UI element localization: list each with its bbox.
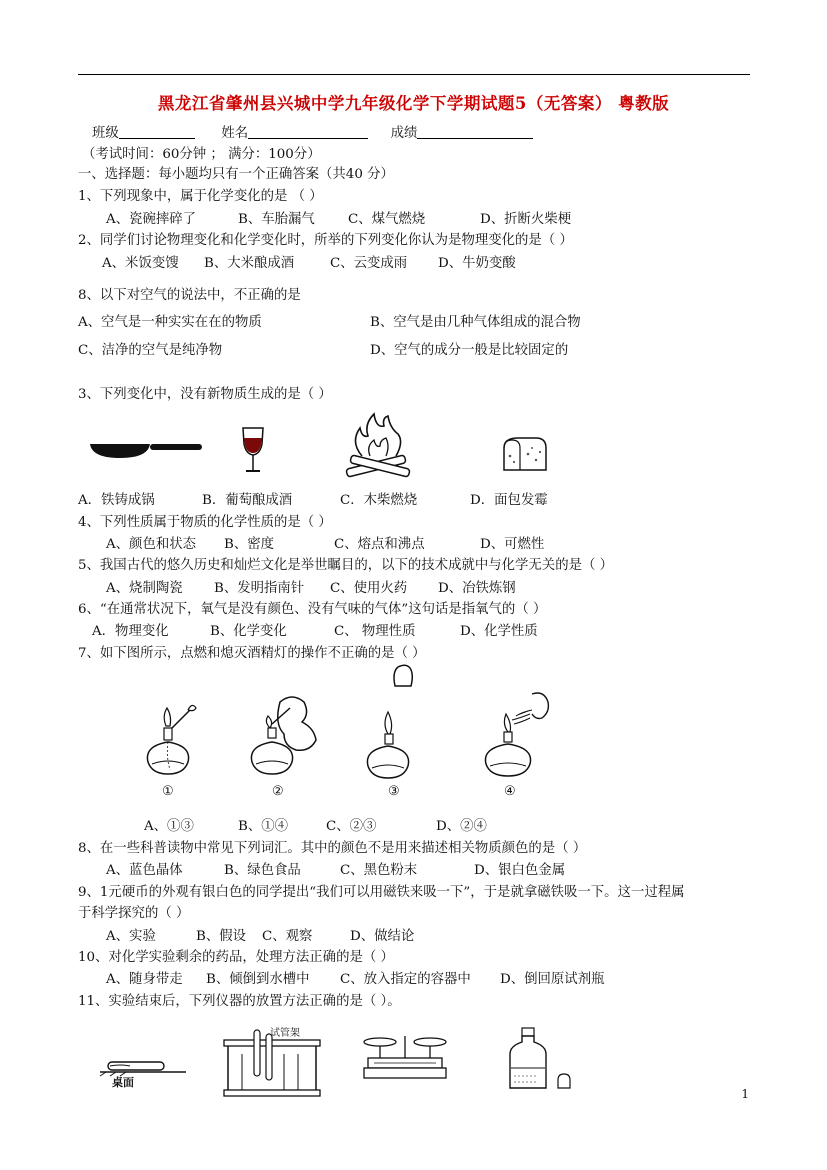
option[interactable]: B、绿色食品 [224, 863, 301, 878]
option[interactable]: C、熔点和沸点 [334, 537, 425, 552]
option[interactable]: B、①④ [238, 819, 289, 834]
frying-pan-icon [86, 436, 206, 466]
option[interactable]: B、密度 [224, 537, 275, 552]
question-stem: 3、下列变化中，没有新物质生成的是（ ） [78, 387, 332, 402]
option[interactable]: A．物理变化 [92, 624, 169, 639]
option[interactable]: A、瓷碗摔碎了 [106, 212, 197, 227]
option[interactable]: D、倒回原试剂瓶 [500, 972, 605, 987]
question-stem: 2、同学们讨论物理变化和化学变化时，所举的下列变化你认为是物理变化的是（ ） [78, 233, 573, 248]
option[interactable]: B．葡萄酿成酒 [202, 493, 293, 508]
name-label: 姓名 [221, 126, 249, 141]
option[interactable]: B、车胎漏气 [238, 212, 315, 227]
option[interactable]: B、假设 [196, 929, 247, 944]
header-rule [78, 74, 750, 75]
question-stem-continued: 于科学探究的（ ） [78, 906, 190, 921]
option[interactable]: A、①③ [144, 819, 194, 834]
figure-label: ④ [504, 784, 516, 799]
section-heading: 一、选择题：每小题均只有一个正确答案（共40 分） [78, 167, 394, 182]
option[interactable]: C、洁净的空气是纯净物 [78, 343, 223, 358]
option[interactable]: C、煤气燃烧 [348, 212, 426, 227]
figure-label: ① [162, 784, 174, 799]
rack-label: 试管架 [270, 1028, 300, 1039]
alcohol-lamp-blowing-icon [476, 690, 566, 790]
option[interactable]: A、烧制陶瓷 [106, 581, 183, 596]
option[interactable]: B、空气是由几种气体组成的混合物 [370, 315, 581, 330]
option[interactable]: D．面包发霉 [470, 493, 548, 508]
option[interactable]: C．木柴燃烧 [340, 493, 418, 508]
option[interactable]: A、颜色和状态 [106, 537, 197, 552]
question-stem: 4、下列性质属于物质的化学性质的是（ ） [78, 515, 332, 530]
balance-scale-icon [360, 1030, 450, 1090]
option[interactable]: C、②③ [326, 819, 377, 834]
option[interactable]: A．铁铸成锅 [78, 493, 155, 508]
alcohol-lamp-lighting-icon [140, 700, 210, 790]
alcohol-lamp-lit-icon [360, 708, 420, 792]
option[interactable]: D、银白色金属 [474, 863, 566, 878]
option[interactable]: D、空气的成分一般是比较固定的 [370, 343, 569, 358]
score-label: 成绩 [390, 126, 418, 141]
question-stem: 8、在一些科普读物中常见下列词汇。其中的颜色不是用来描述相关物质颜色的是（ ） [78, 841, 587, 856]
figure-label: ③ [388, 784, 400, 799]
option[interactable]: A、空气是一种实实在在的物质 [78, 315, 262, 330]
option[interactable]: D、折断火柴梗 [480, 212, 572, 227]
alcohol-lamp-tilted-icon [244, 694, 334, 790]
option[interactable]: C、云变成雨 [330, 256, 408, 271]
question-stem: 11、实验结束后，下列仪器的放置方法正确的是（ ）。 [78, 994, 401, 1009]
option[interactable]: D、冶铁炼钢 [438, 581, 516, 596]
option[interactable]: A、实验 [106, 929, 156, 944]
question-stem: 1、下列现象中，属于化学变化的是 （ ） [78, 189, 323, 204]
question-stem: 6、“在通常状况下，氧气是没有颜色、没有气味的气体”这句话是指氧气的（ ） [78, 602, 547, 617]
time-note: （考试时间：60分钟 ； 满分：100分） [82, 147, 321, 162]
option[interactable]: C、使用火药 [330, 581, 408, 596]
option[interactable]: B、大米酿成酒 [204, 256, 295, 271]
option[interactable]: B、化学变化 [210, 624, 287, 639]
option[interactable]: A、米饭变馊 [102, 256, 179, 271]
page-number: 1 [741, 1087, 749, 1101]
student-info-row [92, 124, 533, 143]
wine-glass-icon [238, 426, 268, 476]
option[interactable]: D、②④ [436, 819, 487, 834]
question-stem: 9、1元硬币的外观有银白色的同学提出“我们可以用磁铁来吸一下”，于是就拿磁铁吸一下。这一过程属 [78, 885, 685, 900]
option[interactable]: D、可燃性 [480, 537, 545, 552]
reagent-bottle-icon [508, 1026, 574, 1092]
question-stem: 5、我国古代的悠久历史和灿烂文化是举世瞩目的，以下的技术成就中与化学无关的是（ ） [78, 558, 614, 573]
burning-wood-icon [340, 412, 416, 484]
option[interactable]: A、蓝色晶体 [106, 863, 183, 878]
moldy-bread-icon [496, 436, 550, 474]
option[interactable]: B、发明指南针 [214, 581, 305, 596]
option[interactable]: D、做结论 [350, 929, 415, 944]
option[interactable]: C、 物理性质 [334, 624, 416, 639]
question-stem: 7、如下图所示，点燃和熄灭酒精灯的操作不正确的是（ ） [78, 646, 426, 661]
option[interactable]: C、观察 [262, 929, 313, 944]
class-label: 班级 [92, 126, 119, 141]
class-field[interactable] [119, 124, 195, 139]
figure-label: ② [272, 784, 284, 799]
page-title: 黑龙江省肇州县兴城中学九年级化学下学期试题5（无答案） 粤教版 [157, 94, 670, 113]
option[interactable]: D、化学性质 [460, 624, 538, 639]
question-stem: 8、以下对空气的说法中，不正确的是 [78, 288, 301, 303]
option[interactable]: A、随身带走 [106, 972, 183, 987]
question-stem: 10、对化学实验剩余的药品，处理方法正确的是（ ） [78, 950, 394, 965]
table-label: 桌面 [112, 1076, 134, 1089]
option[interactable]: C、放入指定的容器中 [340, 972, 471, 987]
lamp-cap-icon [390, 664, 416, 690]
option[interactable]: B、倾倒到水槽中 [206, 972, 310, 987]
score-field[interactable] [417, 124, 533, 139]
option[interactable]: C、黑色粉末 [340, 863, 418, 878]
option[interactable]: D、牛奶变酸 [438, 256, 516, 271]
name-field[interactable] [248, 124, 368, 139]
